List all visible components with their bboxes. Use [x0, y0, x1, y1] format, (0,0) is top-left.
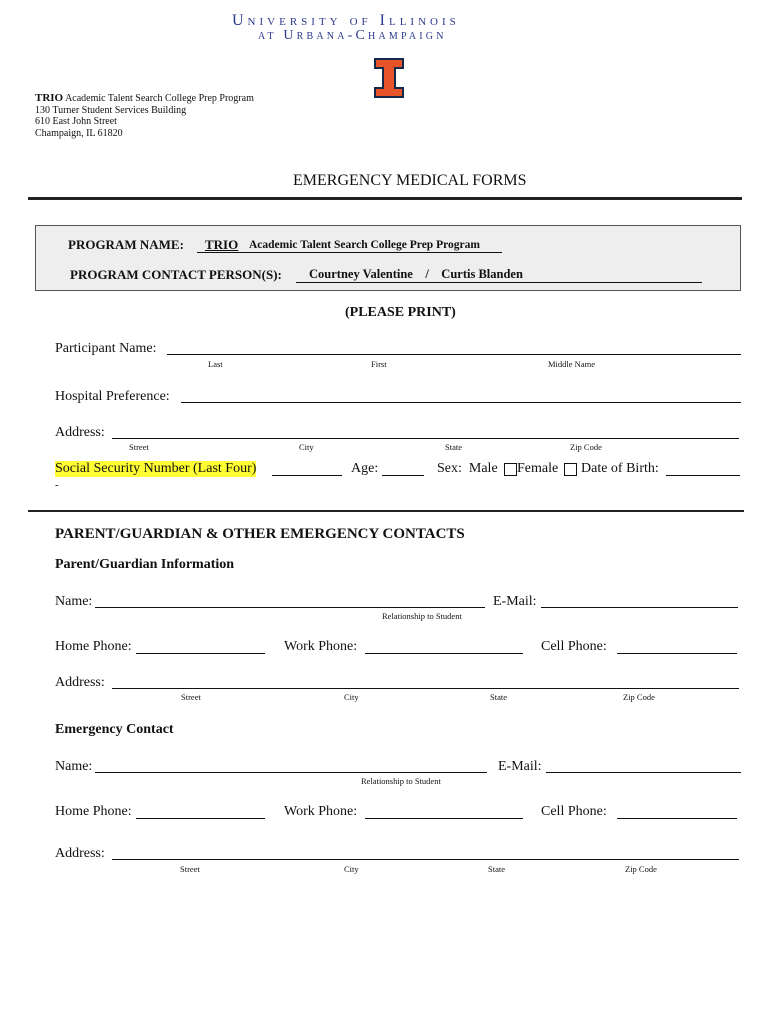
program-address-block — [35, 93, 254, 139]
emergency-address-field[interactable] — [112, 859, 739, 860]
program-name-rest: Academic Talent Search College Prep Program — [63, 93, 254, 104]
please-print-note: (PLEASE PRINT) — [345, 305, 456, 320]
emergency-sub-zip: Zip Code — [625, 864, 657, 874]
parent-work-phone-label: Work Phone: — [284, 639, 358, 654]
parent-home-phone-label: Home Phone: — [55, 639, 132, 654]
emergency-name-field[interactable] — [95, 772, 487, 773]
university-name: University of Illinois — [232, 12, 460, 29]
emergency-sub-street: Street — [180, 864, 200, 874]
female-checkbox[interactable] — [564, 463, 577, 476]
emergency-name-label: Name: — [55, 759, 93, 774]
emergency-address-label: Address: — [55, 846, 105, 861]
emergency-contact-heading: Emergency Contact — [55, 722, 174, 737]
sub-label-first: First — [371, 359, 387, 369]
section-divider — [28, 510, 744, 512]
emergency-sub-city: City — [344, 864, 359, 874]
age-field[interactable] — [382, 475, 424, 476]
emergency-sub-state: State — [488, 864, 505, 874]
parent-guardian-heading: Parent/Guardian Information — [55, 557, 235, 572]
parent-address-label: Address: — [55, 675, 105, 690]
parent-sub-zip: Zip Code — [623, 692, 655, 702]
address-line-3: Champaign, IL 61820 — [35, 127, 123, 139]
parent-name-field[interactable] — [95, 607, 485, 608]
dob-label: Date of Birth: — [581, 461, 659, 476]
male-checkbox[interactable] — [504, 463, 517, 476]
hospital-preference-label: Hospital Preference: — [55, 389, 170, 404]
program-contact-label: PROGRAM CONTACT PERSON(S): — [70, 267, 282, 282]
age-label: Age: — [351, 461, 379, 476]
participant-address-label: Address: — [55, 425, 105, 440]
program-name-value-2: Academic Talent Search College Prep Program — [249, 239, 480, 251]
program-name-underline — [197, 252, 502, 253]
emergency-relationship-sub: Relationship to Student — [361, 776, 441, 786]
sub-label-state: State — [445, 442, 462, 452]
title-divider — [28, 197, 742, 200]
emergency-email-label: E-Mail: — [498, 759, 542, 774]
program-contact-value: Courtney Valentine / Curtis Blanden — [309, 267, 523, 281]
parent-cell-phone-field[interactable] — [617, 653, 737, 654]
university-campus: at Urbana-Champaign — [258, 28, 447, 43]
parent-sub-state: State — [490, 692, 507, 702]
sub-label-city: City — [299, 442, 314, 452]
sex-female-label: Female — [517, 461, 559, 476]
parent-sub-city: City — [344, 692, 359, 702]
illinois-block-i-logo — [373, 57, 405, 99]
sub-label-zip: Zip Code — [570, 442, 602, 452]
parent-home-phone-field[interactable] — [136, 653, 265, 654]
sub-label-middle: Middle Name — [548, 359, 595, 369]
address-line-2: 610 East John Street — [35, 116, 117, 127]
sub-label-street: Street — [129, 442, 149, 452]
emergency-work-phone-field[interactable] — [365, 818, 523, 819]
parent-email-label: E-Mail: — [493, 594, 537, 609]
contacts-section-title: PARENT/GUARDIAN & OTHER EMERGENCY CONTACTS — [55, 526, 465, 542]
ssn-label: Social Security Number (Last Four) — [55, 461, 257, 476]
parent-work-phone-field[interactable] — [365, 653, 523, 654]
emergency-cell-phone-field[interactable] — [617, 818, 737, 819]
dob-field[interactable] — [666, 475, 740, 476]
sub-label-last: Last — [208, 359, 223, 369]
hospital-preference-field[interactable] — [181, 402, 741, 403]
parent-sub-street: Street — [181, 692, 201, 702]
emergency-cell-phone-label: Cell Phone: — [541, 804, 607, 819]
program-name-value-1: TRIO — [205, 237, 239, 252]
parent-address-field[interactable] — [112, 688, 739, 689]
emergency-work-phone-label: Work Phone: — [284, 804, 358, 819]
stray-dash: - — [55, 479, 59, 491]
participant-address-field[interactable] — [112, 438, 739, 439]
emergency-email-field[interactable] — [546, 772, 741, 773]
parent-email-field[interactable] — [541, 607, 738, 608]
parent-name-label: Name: — [55, 594, 93, 609]
ssn-field[interactable] — [272, 475, 342, 476]
emergency-home-phone-label: Home Phone: — [55, 804, 132, 819]
address-line-1: 130 Turner Student Services Building — [35, 104, 187, 116]
program-name-label: PROGRAM NAME: — [68, 237, 184, 252]
parent-relationship-sub: Relationship to Student — [382, 611, 462, 621]
participant-name-field[interactable] — [167, 354, 741, 355]
form-title: EMERGENCY MEDICAL FORMS — [293, 172, 527, 189]
program-contact-underline — [296, 282, 702, 283]
parent-cell-phone-label: Cell Phone: — [541, 639, 607, 654]
emergency-home-phone-field[interactable] — [136, 818, 265, 819]
program-name-bold: TRIO — [35, 92, 64, 104]
participant-name-label: Participant Name: — [55, 341, 157, 356]
sex-male-label: Sex: Male — [437, 461, 498, 476]
